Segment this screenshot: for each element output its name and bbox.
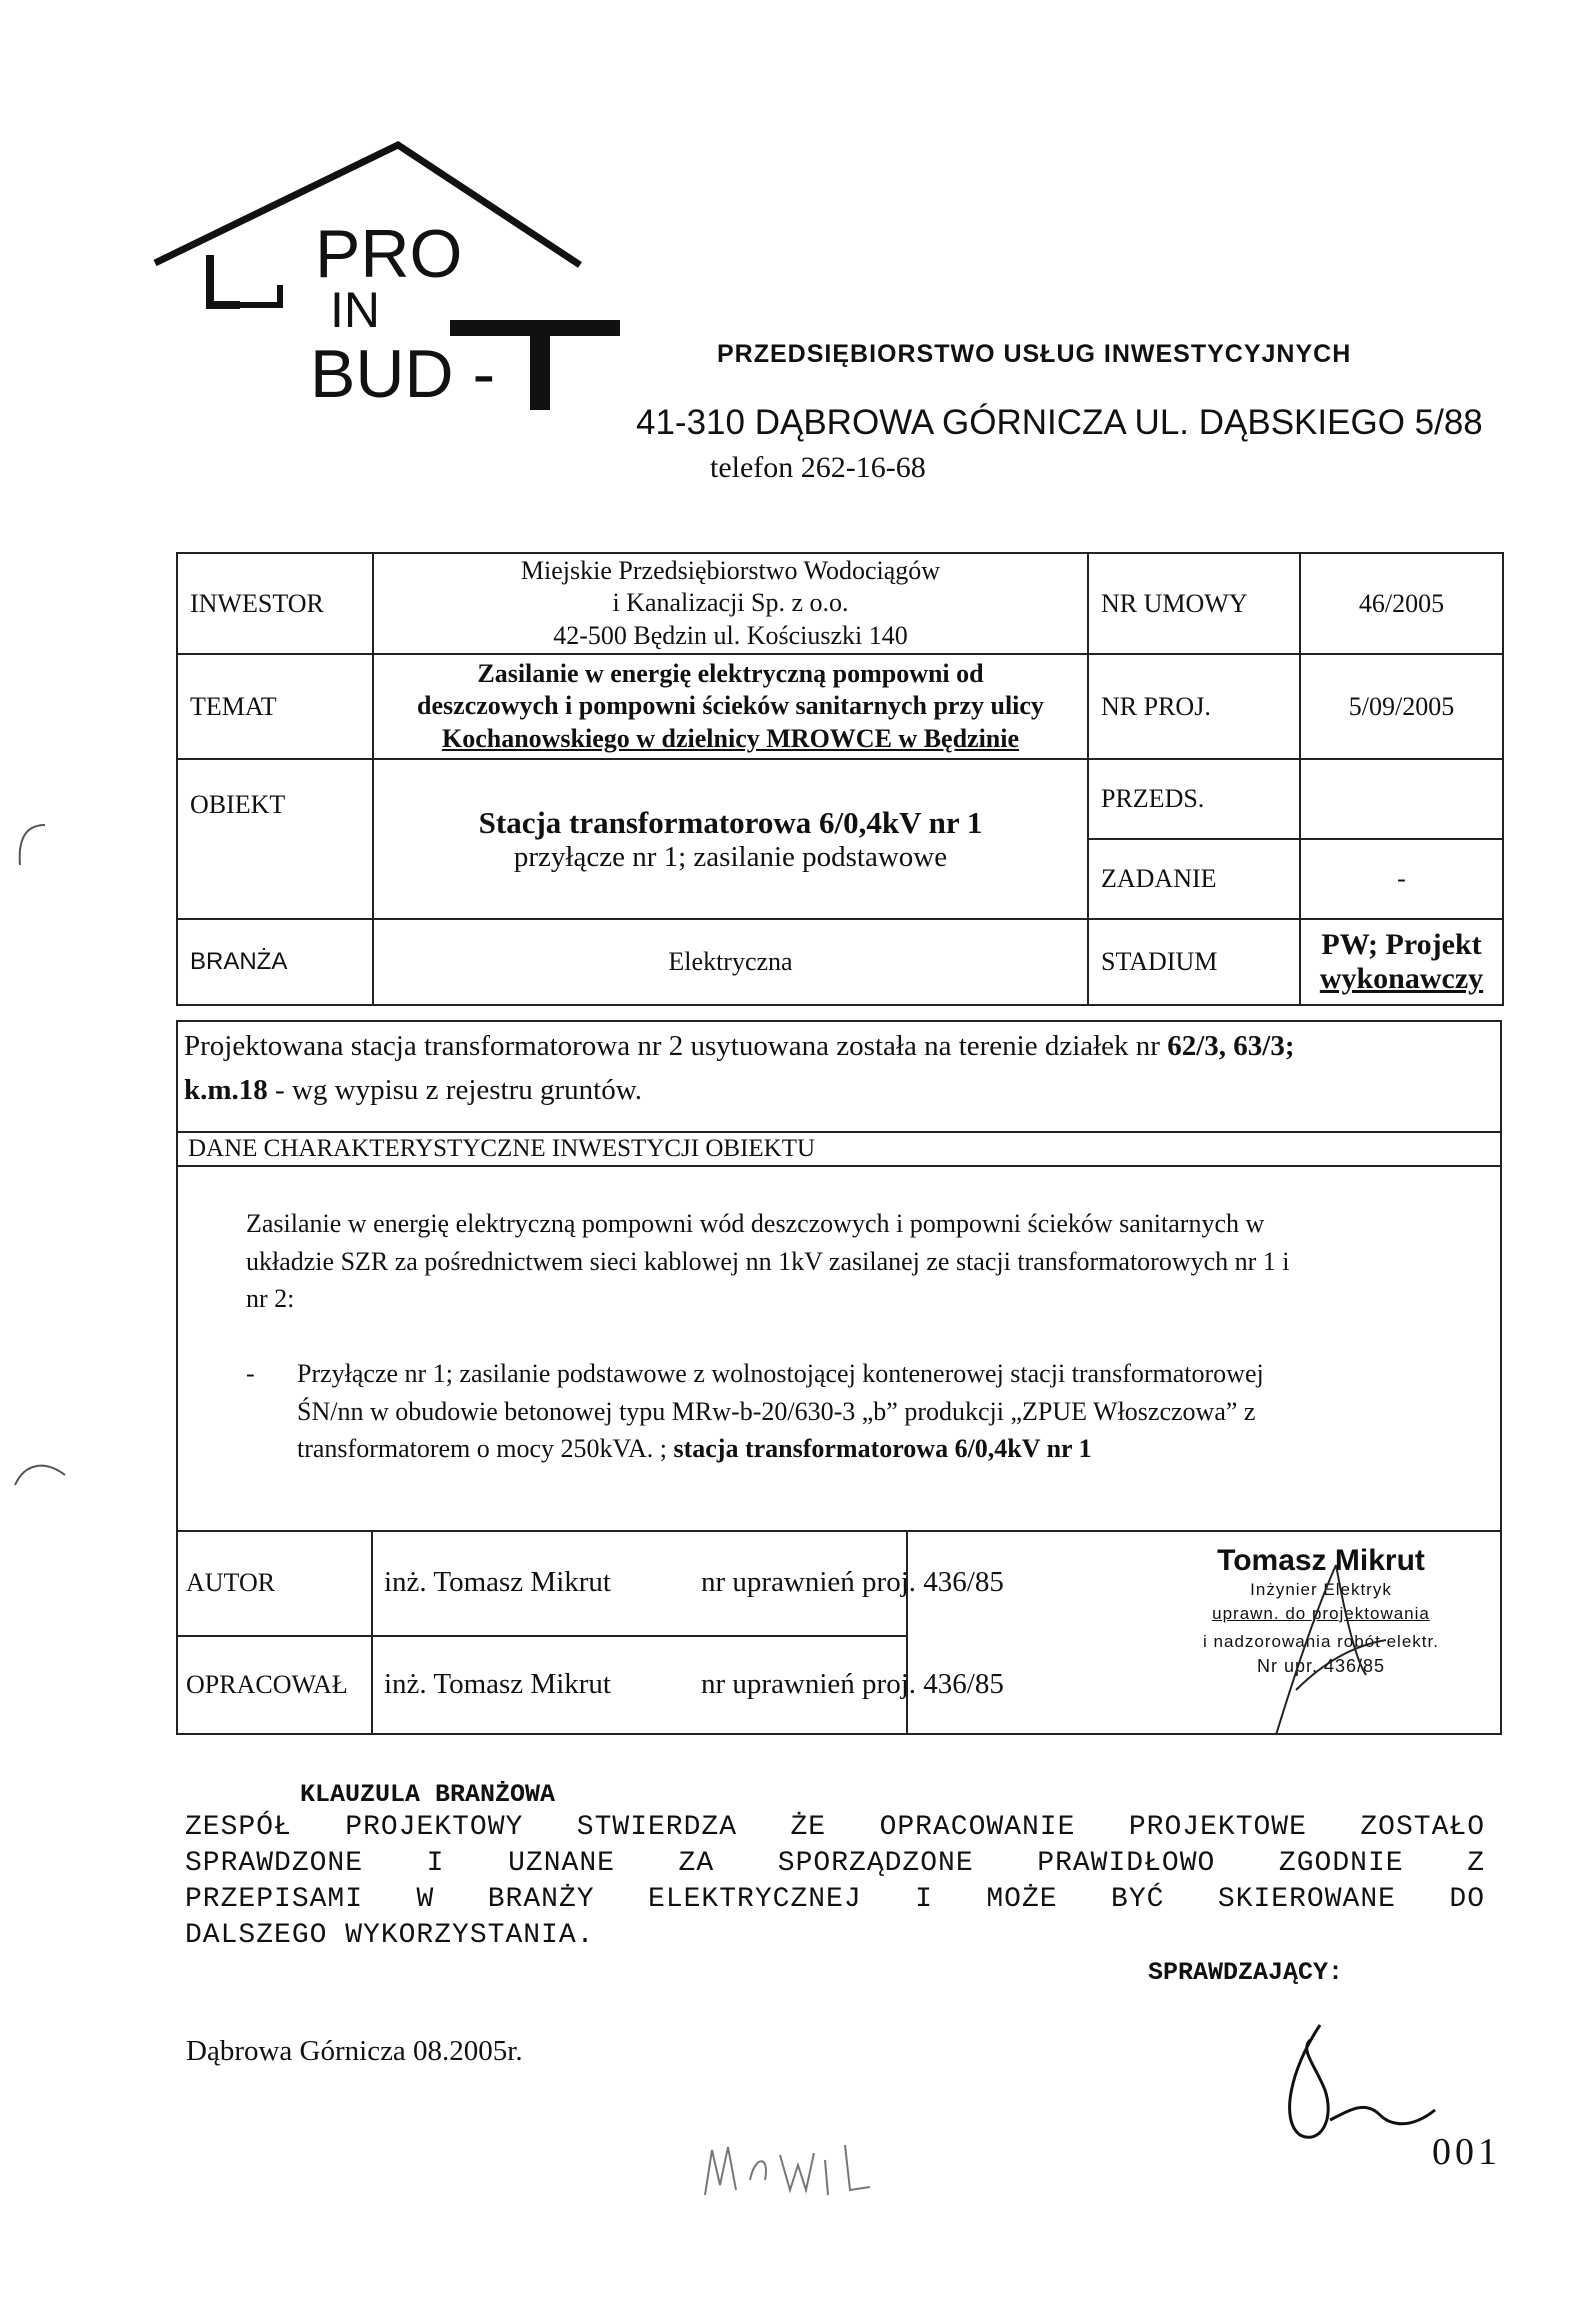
stage-line: wykonawczy bbox=[1319, 962, 1484, 995]
prepared-permission: nr uprawnień proj. 436/85 bbox=[701, 1668, 1004, 1700]
prepared-label: OPRACOWAŁ bbox=[186, 1670, 348, 1699]
location-text: Projektowana stacja transformatorowa nr 2 usytuowana została na terenie działek nr bbox=[184, 1030, 1168, 1062]
divider bbox=[906, 1530, 908, 1735]
task-label: ZADANIE bbox=[1088, 839, 1300, 919]
stamp-rights: uprawn. do projektowania bbox=[1212, 1604, 1430, 1623]
divider bbox=[176, 1530, 178, 1735]
location-plots: 62/3, 63/3; bbox=[1167, 1030, 1295, 1062]
checker-signature bbox=[1240, 2010, 1440, 2150]
text-line: układzie SZR za pośrednictwem sieci kablowej nn 1kV zasilanej ze stacji transformatorowych nr 1 i bbox=[246, 1246, 1290, 1276]
investor-value bbox=[373, 553, 1088, 654]
author-label: AUTOR bbox=[186, 1568, 276, 1597]
divider bbox=[176, 1530, 1502, 1532]
clause-line: ZESPÓŁ PROJEKTOWY STWIERDZA ŻE OPRACOWANIE PROJEKTOWE ZOSTAŁO bbox=[185, 1812, 1485, 1843]
author-name: inż. Tomasz Mikrut bbox=[384, 1566, 611, 1598]
object-value bbox=[373, 759, 1088, 919]
company-phone: telefon 262-16-68 bbox=[710, 451, 926, 484]
data-section-heading: DANE CHARAKTERYSTYCZNE INWESTYCJI OBIEKTU bbox=[188, 1135, 816, 1162]
logo-in: IN bbox=[330, 282, 380, 338]
clause-title: KLAUZULA BRANŻOWA bbox=[300, 1780, 556, 1809]
contract-label: NR UMOWY bbox=[1088, 553, 1300, 654]
authors-table bbox=[176, 1530, 1502, 1735]
table-row bbox=[177, 919, 1503, 1005]
clause-line: PRZEPISAMI W BRANŻY ELEKTRYCZNEJ I MOŻE BYĆ SKIEROWANE DO bbox=[185, 1884, 1485, 1915]
topic-value bbox=[373, 654, 1088, 759]
object-label: OBIEKT bbox=[177, 759, 373, 919]
contract-value: 46/2005 bbox=[1300, 553, 1503, 654]
clause-line: SPRAWDZONE I UZNANE ZA SPORZĄDZONE PRAWIDŁOWO ZGODNIE Z bbox=[185, 1848, 1485, 1879]
stamp-supervision: i nadzorowania robót elektr. bbox=[1203, 1632, 1439, 1651]
investor-label: INWESTOR bbox=[177, 553, 373, 654]
text-line: Przyłącze nr 1; zasilanie podstawowe z wolnostojącej kontenerowej stacji transformatorowej bbox=[297, 1359, 1264, 1388]
location-paragraph bbox=[184, 1025, 1494, 1112]
bullet-marker: - bbox=[246, 1359, 255, 1388]
investor-line: i Kanalizacji Sp. z o.o. bbox=[612, 588, 849, 618]
branch-value: Elektryczna bbox=[373, 919, 1088, 1005]
data-paragraph-2 bbox=[297, 1355, 1467, 1468]
company-logo bbox=[150, 135, 650, 415]
stage-value bbox=[1300, 919, 1503, 1005]
divider bbox=[176, 1165, 1502, 1167]
scan-mark bbox=[10, 1455, 70, 1495]
divider bbox=[176, 1635, 906, 1637]
stamp-name: Tomasz Mikrut bbox=[1217, 1544, 1425, 1577]
topic-line: deszczowych i pompowni ścieków sanitarnych przy ulicy bbox=[417, 691, 1044, 721]
investor-line: 42-500 Będzin ul. Kościuszki 140 bbox=[553, 620, 908, 650]
clause-line: DALSZEGO WYKORZYSTANIA. bbox=[185, 1920, 595, 1951]
przeds-label: PRZEDS. bbox=[1088, 759, 1300, 839]
table-row bbox=[177, 654, 1503, 759]
stamp-number: Nr upr. 436/85 bbox=[1256, 1656, 1386, 1676]
object-line: Stacja transformatorowa 6/0,4kV nr 1 bbox=[478, 804, 983, 840]
divider bbox=[371, 1530, 373, 1735]
table-row bbox=[177, 553, 1503, 654]
text-span: transformatorem o mocy 250kVA. ; bbox=[297, 1434, 674, 1464]
text-span-bold: stacja transformatorowa 6/0,4kV nr 1 bbox=[673, 1434, 1092, 1464]
location-source: - wg wypisu z rejestru gruntów. bbox=[267, 1073, 643, 1106]
text-line: ŚN/nn w obudowie betonowej typu MRw-b-20/630-3 „b” produkcji „ZPUE Włoszczowa” z bbox=[297, 1396, 1256, 1426]
table-row bbox=[177, 759, 1503, 839]
divider bbox=[176, 1020, 1502, 1022]
text-line: nr 2: bbox=[246, 1284, 295, 1314]
checker-label: SPRAWDZAJĄCY: bbox=[1148, 1958, 1344, 1987]
signature-mark bbox=[1256, 1550, 1416, 1740]
proj-label: NR PROJ. bbox=[1088, 654, 1300, 759]
task-value: - bbox=[1300, 839, 1503, 919]
stage-label: STADIUM bbox=[1088, 919, 1300, 1005]
company-address: 41-310 DĄBROWA GÓRNICZA UL. DĄBSKIEGO 5/88 bbox=[636, 403, 1483, 442]
divider bbox=[1500, 1530, 1502, 1735]
proj-value: 5/09/2005 bbox=[1300, 654, 1503, 759]
topic-label: TEMAT bbox=[177, 654, 373, 759]
prepared-name: inż. Tomasz Mikrut bbox=[384, 1668, 611, 1700]
divider bbox=[176, 1020, 178, 1530]
divider bbox=[1500, 1020, 1502, 1530]
author-permission: nr uprawnień proj. 436/85 bbox=[701, 1566, 1004, 1598]
location-map: k.m.18 bbox=[184, 1073, 268, 1106]
data-paragraph-1 bbox=[246, 1205, 1466, 1318]
divider bbox=[176, 1131, 1502, 1133]
stamp-title: Inżynier Elektryk bbox=[1250, 1580, 1392, 1599]
logo-bud: BUD - bbox=[310, 336, 496, 412]
topic-line: Kochanowskiego w dzielnicy MROWCE w Będzinie bbox=[441, 723, 1020, 753]
company-name: PRZEDSIĘBIORSTWO USŁUG INWESTYCYJNYCH bbox=[717, 340, 1352, 368]
project-info-table bbox=[176, 552, 1504, 1006]
investor-line: Miejskie Przedsiębiorstwo Wodociągów bbox=[520, 555, 941, 585]
text-line: Zasilanie w energię elektryczną pompowni wód deszczowych i pompowni ścieków sanitarnych w bbox=[246, 1209, 1265, 1238]
handwritten-note bbox=[700, 2125, 880, 2215]
place-date: Dąbrowa Górnicza 08.2005r. bbox=[186, 2035, 523, 2067]
text-line bbox=[297, 1430, 1467, 1468]
topic-line: Zasilanie w energię elektryczną pompowni od bbox=[477, 658, 984, 688]
logo-pro: PRO bbox=[315, 216, 463, 292]
scan-mark bbox=[10, 820, 50, 870]
page-number: 001 bbox=[1432, 2131, 1501, 2173]
przeds-value bbox=[1300, 759, 1503, 839]
clause-text bbox=[185, 1810, 1485, 1954]
branch-label: BRANŻA bbox=[177, 919, 373, 1005]
object-line: przyłącze nr 1; zasilanie podstawowe bbox=[513, 840, 948, 873]
stage-line: PW; Projekt bbox=[1321, 927, 1482, 961]
